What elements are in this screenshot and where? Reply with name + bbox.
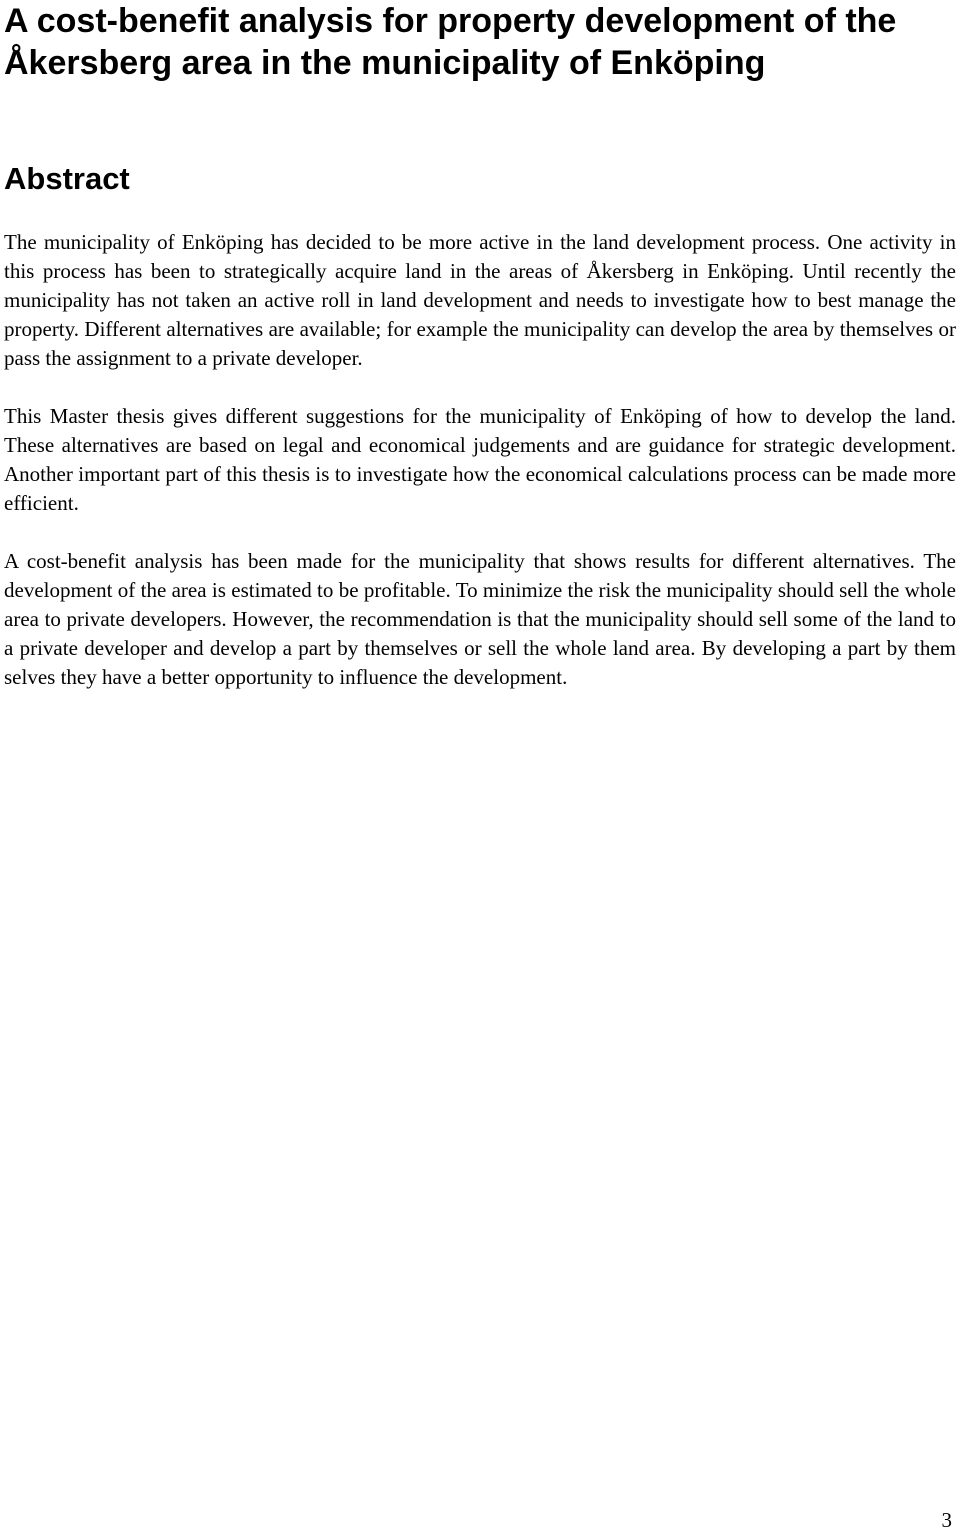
abstract-heading: Abstract [4,161,130,196]
abstract-paragraph-2: This Master thesis gives different suggestions for the municipality of Enköping of how to develop the land. These alternatives are based on legal and economical judgements and are guidance for strategic development. Another important part of this thesis is to investigate how the economical calculations process can be made more efficient. [4,404,956,515]
abstract-paragraph-3: A cost-benefit analysis has been made for the municipality that shows results for different alternatives. The development of the area is estimated to be profitable. To minimize the risk the municipality should sell the whole area to private developers. However, the recommendation is that the municipality should sell some of the land to a private developer and develop a part by themselves or sell the whole land area. By developing a part by them selves they have a better opportunity to influence the development. [4,549,956,689]
document-page [4,0,956,692]
abstract-paragraph-1: The municipality of Enköping has decided to be more active in the land development process. One activity in this process has been to strategically acquire land in the areas of Åkersberg in Enköping. Until recently the municipality has not taken an active roll in land development and needs to investigate how to best manage the property. Different alternatives are available; for example the municipality can develop the area by themselves or pass the assignment to a private developer. [4,230,956,370]
page-number: 3 [941,1508,952,1532]
document-title: A cost-benefit analysis for property development of the Åkersberg area in the municipality of Enköping [4,2,897,82]
